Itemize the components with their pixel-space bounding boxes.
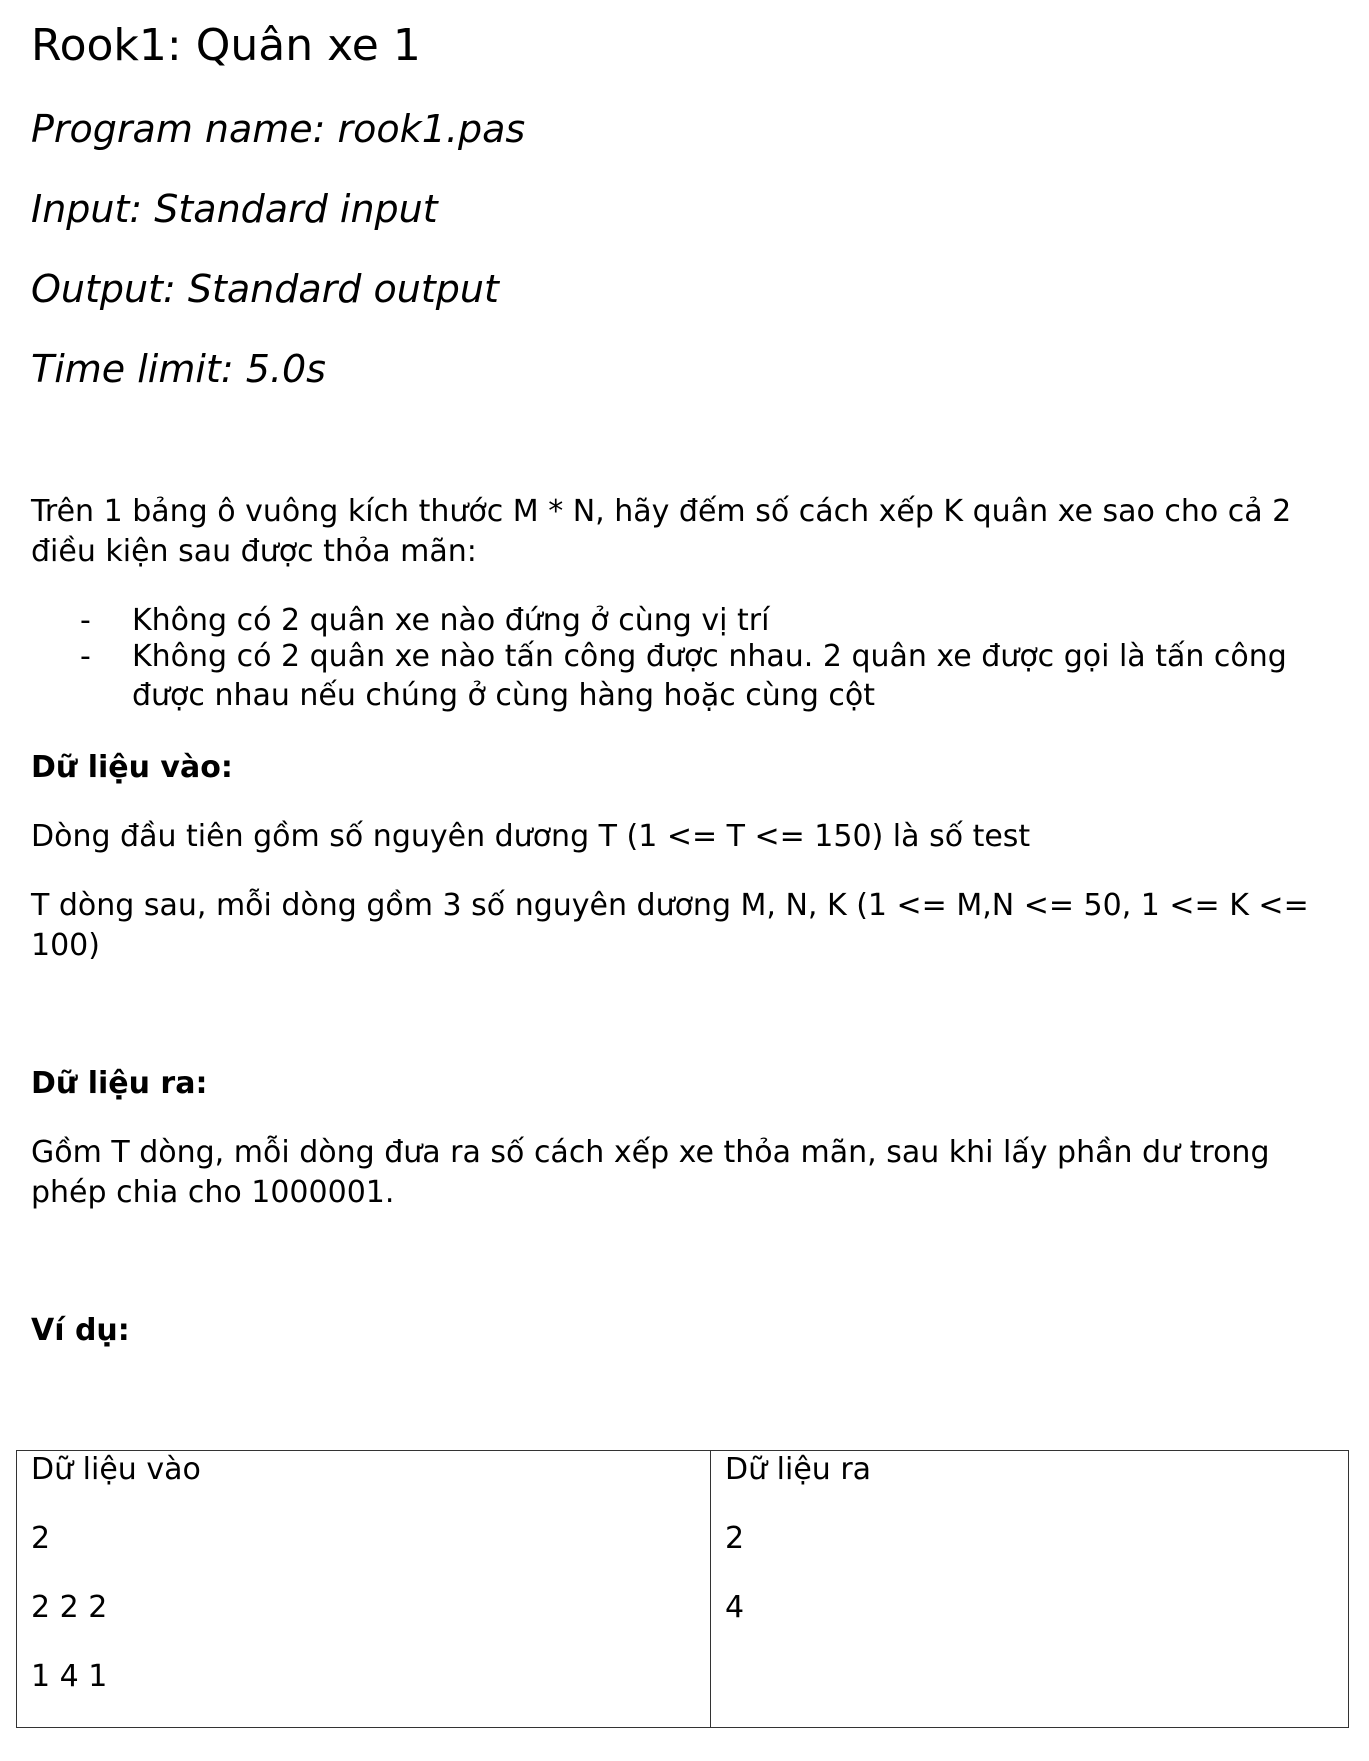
condition-item [80,639,1340,717]
input-description-line1: Dòng đầu tiên gồm số nguyên dương T (1 <= T <= 150) là số test [31,819,1031,854]
problem-title: Rook1: Quân xe 1 [31,20,421,71]
input-spec: Input: Standard input [31,187,438,231]
problem-intro: Trên 1 bảng ô vuông kích thước M * N, hãy đếm số cách xếp K quân xe sao cho cả 2 điều kiện sau được thỏa mãn: [31,494,1292,569]
input-heading: Dữ liệu vào: [31,750,233,785]
condition-list [80,603,1340,717]
output-spec: Output: Standard output [31,267,499,311]
condition-text-line2: được nhau nếu chúng ở cùng hàng hoặc cùng cột [132,678,876,713]
input-description-line2: T dòng sau, mỗi dòng gồm 3 số nguyên dương M, N, K (1 <= M,N <= 50, 1 <= K <= 100) [31,888,1309,963]
table-row [17,1451,1349,1728]
example-input-cell [17,1451,711,1728]
example-output-line: 2 [725,1521,745,1556]
example-heading: Ví dụ: [31,1313,130,1348]
condition-text: Không có 2 quân xe nào đứng ở cùng vị trí [132,603,770,638]
example-output-header: Dữ liệu ra [725,1452,872,1487]
condition-item [80,603,1340,639]
bullet-dash: - [80,603,91,638]
output-description: Gồm T dòng, mỗi dòng đưa ra số cách xếp xe thỏa mãn, sau khi lấy phần dư trong phép chia cho 1000001. [31,1135,1270,1210]
example-output-line: 4 [725,1590,745,1625]
output-heading: Dữ liệu ra: [31,1066,208,1101]
example-input-line: 2 2 2 [31,1590,108,1625]
example-input-line: 2 [31,1521,51,1556]
example-input-line: 1 4 1 [31,1659,108,1694]
time-limit: Time limit: 5.0s [31,347,326,391]
bullet-dash: - [80,639,91,674]
example-output-cell [711,1451,1349,1728]
program-name: Program name: rook1.pas [31,107,526,151]
condition-text-line1: Không có 2 quân xe nào tấn công được nhau. 2 quân xe được gọi là tấn công [132,639,1287,674]
example-input-header: Dữ liệu vào [31,1452,201,1487]
condition-text [132,639,1340,717]
example-table [16,1450,1349,1728]
